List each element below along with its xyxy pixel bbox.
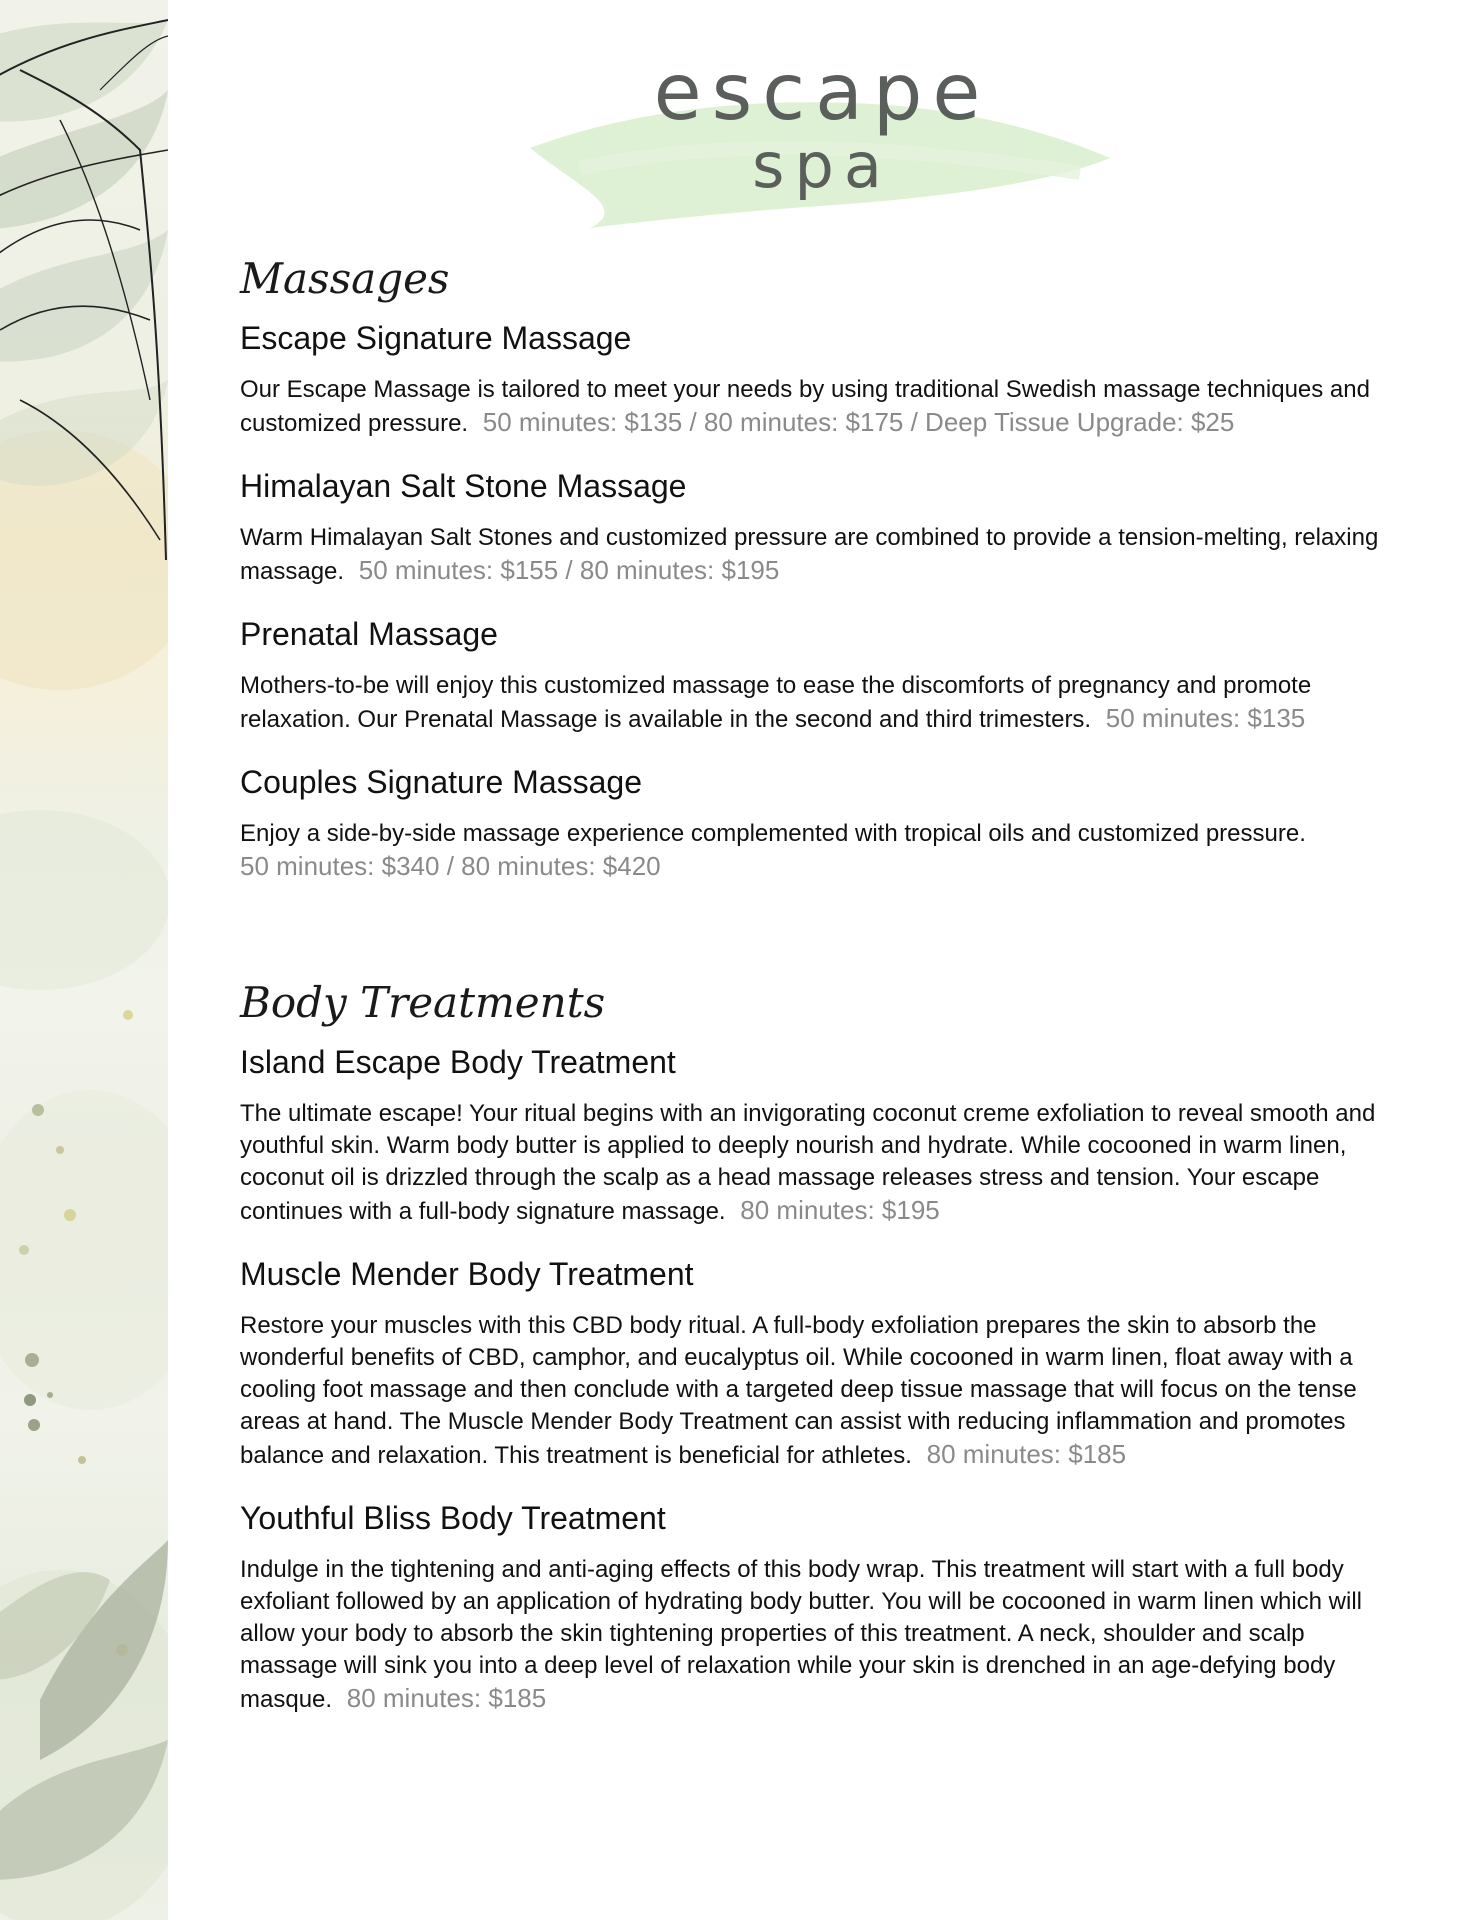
menu-item bbox=[240, 318, 1400, 440]
item-price: 50 minutes: $135 bbox=[1105, 703, 1306, 733]
item-description-text: Our Escape Massage is tailored to meet your needs by using traditional Swedish massage techniques and customized pressure. bbox=[240, 376, 1370, 437]
menu-item bbox=[240, 762, 1400, 882]
item-description bbox=[240, 374, 1400, 440]
item-description-text: The ultimate escape! Your ritual begins with an invigorating coconut creme exfoliation to reveal smooth and youthful skin. Warm body butter is applied to deeply nourish and hydrate. While cocooned in warm linen, coconut oil is drizzled through the scalp as a head massage releases stress and tension. Your escape continues with a full-body signature massage. bbox=[240, 1100, 1376, 1225]
item-price: 80 minutes: $185 bbox=[346, 1683, 547, 1713]
item-description-text: Indulge in the tightening and anti-aging effects of this body wrap. This treatment will start with a full body exfoliant followed by an application of hydrating body butter. You will be cocooned in warm linen which will allow your body to absorb the skin tightening properties of this treatment. A neck, shoulder and scalp massage will sink you into a deep level of relaxation while your skin is drenched in an age-defying body masque. bbox=[240, 1556, 1363, 1713]
item-description bbox=[240, 670, 1400, 736]
item-price: 50 minutes: $155 / 80 minutes: $195 bbox=[358, 555, 780, 585]
section-title: Massages bbox=[240, 254, 450, 303]
item-title: Escape Signature Massage bbox=[240, 320, 632, 356]
section-body-treatments bbox=[240, 974, 1400, 1716]
item-description-text: Warm Himalayan Salt Stones and customized pressure are combined to provide a tension-melting, relaxing massage. bbox=[240, 524, 1379, 585]
item-price: 80 minutes: $185 bbox=[926, 1439, 1127, 1469]
section-massages bbox=[240, 250, 1400, 882]
item-description bbox=[240, 818, 1400, 882]
menu-item bbox=[240, 466, 1400, 588]
item-price: 50 minutes: $340 / 80 minutes: $420 bbox=[240, 851, 661, 881]
item-price: 50 minutes: $135 / 80 minutes: $175 / Deep Tissue Upgrade: $25 bbox=[482, 407, 1235, 437]
item-title: Muscle Mender Body Treatment bbox=[240, 1256, 694, 1292]
menu-item bbox=[240, 1254, 1400, 1472]
leaf-decoration bbox=[0, 0, 168, 1920]
menu-item bbox=[240, 614, 1400, 736]
brand-name-line2: spa bbox=[752, 129, 892, 202]
item-description-text: Restore your muscles with this CBD body ritual. A full-body exfoliation prepares the skin to absorb the wonderful benefits of CBD, camphor, and eucalyptus oil. While cocooned in warm linen, float away with a cooling foot massage and then conclude with a targeted deep tissue massage that will focus on the tense areas at hand. The Muscle Mender Body Treatment can assist with reducing inflammation and promotes balance and relaxation. This treatment is beneficial for athletes. bbox=[240, 1312, 1357, 1469]
item-description bbox=[240, 522, 1400, 588]
item-description-text: Enjoy a side-by-side massage experience complemented with tropical oils and customized pressure. bbox=[240, 820, 1306, 847]
item-title: Himalayan Salt Stone Massage bbox=[240, 468, 687, 504]
section-title: Body Treatments bbox=[240, 978, 606, 1027]
item-title: Couples Signature Massage bbox=[240, 764, 643, 800]
item-description bbox=[240, 1554, 1400, 1716]
menu-item bbox=[240, 1498, 1400, 1716]
item-description bbox=[240, 1310, 1400, 1472]
item-title: Island Escape Body Treatment bbox=[240, 1044, 676, 1080]
item-description bbox=[240, 1098, 1400, 1228]
menu-content bbox=[240, 250, 1400, 1742]
brand-name-line1: escape bbox=[653, 48, 991, 138]
item-description-text: Mothers-to-be will enjoy this customized massage to ease the discomforts of pregnancy and promote relaxation. Our Prenatal Massage is available in the second and third trimesters. bbox=[240, 672, 1312, 733]
section-divider bbox=[240, 908, 1400, 974]
item-price: 80 minutes: $195 bbox=[740, 1195, 940, 1225]
item-title: Prenatal Massage bbox=[240, 616, 498, 652]
item-title: Youthful Bliss Body Treatment bbox=[240, 1500, 666, 1536]
spa-logo bbox=[520, 48, 1120, 238]
menu-item bbox=[240, 1042, 1400, 1228]
